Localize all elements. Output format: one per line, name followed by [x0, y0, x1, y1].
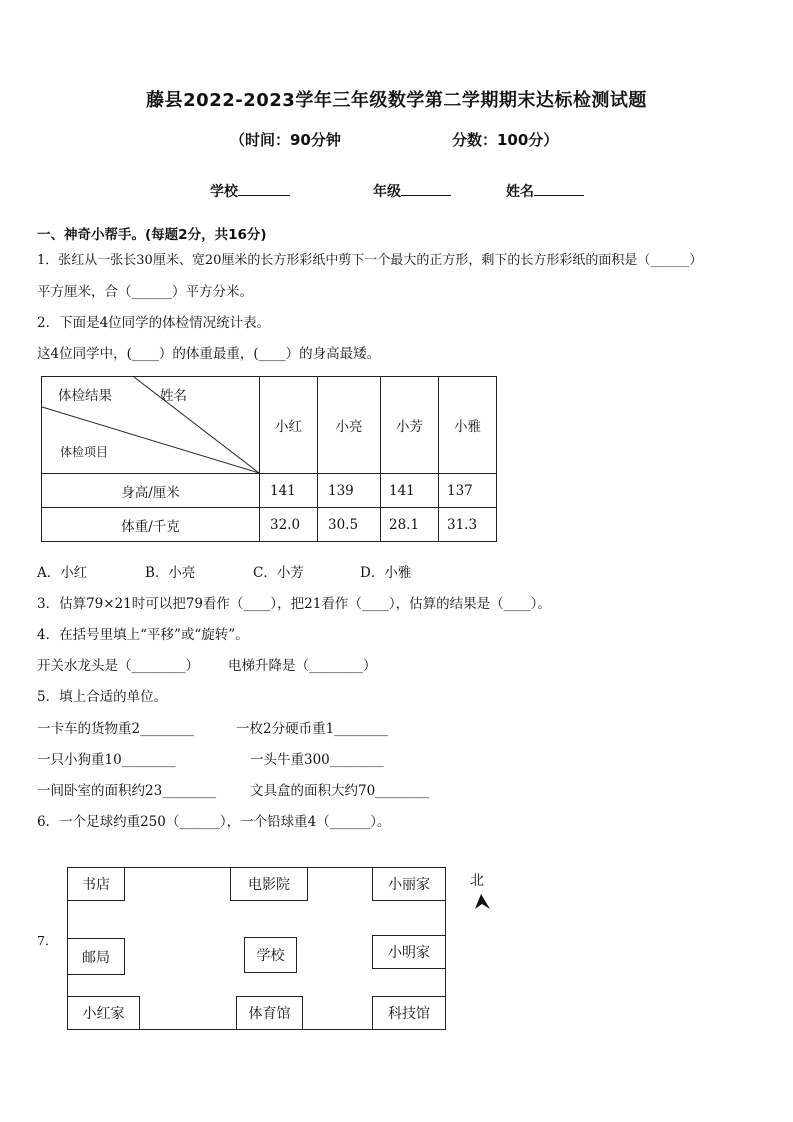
question-5-item: 一间卧室的面积约23________ [37, 783, 217, 799]
row-label: 身高/厘米 [42, 474, 260, 508]
north-label: 北 [470, 873, 484, 889]
map-place-bookstore: 书店 [67, 867, 125, 901]
row-label: 体重/千克 [42, 508, 260, 542]
table-cell: 139 [318, 474, 381, 508]
map-place-xiaoming-home: 小明家 [372, 935, 446, 969]
name-cell: 小雅 [439, 377, 497, 474]
question-1-line-1: 1．张红从一张长30厘米、宽20厘米的长方形彩纸中剪下一个最大的正方形，剩下的长方形彩纸的面积是（______） [37, 253, 703, 268]
page-title: 藤县2022-2023学年三年级数学第二学期期末达标检测试题 [146, 90, 647, 111]
school-field [210, 181, 290, 201]
table-header-row [42, 377, 497, 474]
table-cell: 141 [381, 474, 439, 508]
question-5-item: 一枚2分硬币重1________ [236, 721, 389, 737]
grade-label: 年级 [373, 184, 401, 200]
time-label: （时间：90分钟 [230, 131, 341, 149]
section-heading: 一、神奇小帮手。(每题2分，共16分) [37, 227, 267, 243]
health-stats-table [41, 376, 497, 542]
header-result-label: 体检结果 [58, 388, 112, 404]
name-field [506, 181, 584, 201]
question-3: 3．估算79×21时可以把79看作（____），把21看作（____），估算的结果是（____）。 [37, 596, 551, 612]
school-label: 学校 [210, 184, 238, 200]
option-c[interactable]: C．小芳 [253, 565, 304, 581]
table-row [42, 508, 497, 542]
question-4-item-a: 开关水龙头是（________） [37, 658, 199, 674]
grade-field [373, 181, 451, 201]
question-5-item: 文具盒的面积大约70________ [250, 783, 430, 799]
question-1-line-2: 平方厘米，合（______）平方分米。 [37, 284, 253, 300]
name-cell: 小亮 [318, 377, 381, 474]
score-label: 分数：100分） [452, 131, 559, 149]
name-blank[interactable] [534, 181, 584, 196]
question-4: 4．在括号里填上“平移”或“旋转”。 [37, 627, 249, 643]
north-arrow-icon [474, 893, 492, 911]
map-place-school: 学校 [244, 937, 297, 973]
table-cell: 31.3 [439, 508, 497, 542]
question-7-number: 7． [37, 933, 58, 948]
table-cell: 28.1 [381, 508, 439, 542]
name-cell: 小芳 [381, 377, 439, 474]
name-cell: 小红 [260, 377, 318, 474]
map-place-cinema: 电影院 [230, 867, 308, 901]
option-a[interactable]: A．小红 [37, 565, 88, 581]
table-cell: 32.0 [260, 508, 318, 542]
question-4-item-b: 电梯升降是（________） [228, 658, 377, 674]
name-label: 姓名 [506, 184, 534, 200]
map-place-post-office: 邮局 [67, 938, 125, 975]
header-name-label: 姓名 [160, 388, 187, 404]
option-b[interactable]: B．小亮 [145, 565, 196, 581]
school-blank[interactable] [238, 181, 290, 196]
option-d[interactable]: D．小雅 [360, 565, 412, 581]
question-2-line-1: 2．下面是4位同学的体检情况统计表。 [37, 315, 271, 331]
diagonal-header-cell [42, 377, 260, 474]
map-place-xiaoli-home: 小丽家 [372, 867, 446, 901]
question-5-item: 一头牛重300________ [250, 752, 384, 768]
question-5-item: 一卡车的货物重2________ [37, 721, 195, 737]
question-5: 5．填上合适的单位。 [37, 689, 168, 705]
table-cell: 141 [260, 474, 318, 508]
map-place-science-museum: 科技馆 [372, 996, 446, 1030]
question-5-item: 一只小狗重10________ [37, 752, 176, 768]
grade-blank[interactable] [401, 181, 451, 196]
question-6: 6．一个足球约重250（______），一个铅球重4（______）。 [37, 814, 391, 830]
table-row [42, 474, 497, 508]
map-place-gymnasium: 体育馆 [236, 996, 303, 1030]
map-place-xiaohong-home: 小红家 [67, 996, 140, 1030]
question-2-line-2: 这4位同学中，(____）的体重最重，(____）的身高最矮。 [37, 346, 381, 362]
table-cell: 30.5 [318, 508, 381, 542]
table-cell: 137 [439, 474, 497, 508]
header-item-label: 体检项目 [60, 445, 109, 459]
